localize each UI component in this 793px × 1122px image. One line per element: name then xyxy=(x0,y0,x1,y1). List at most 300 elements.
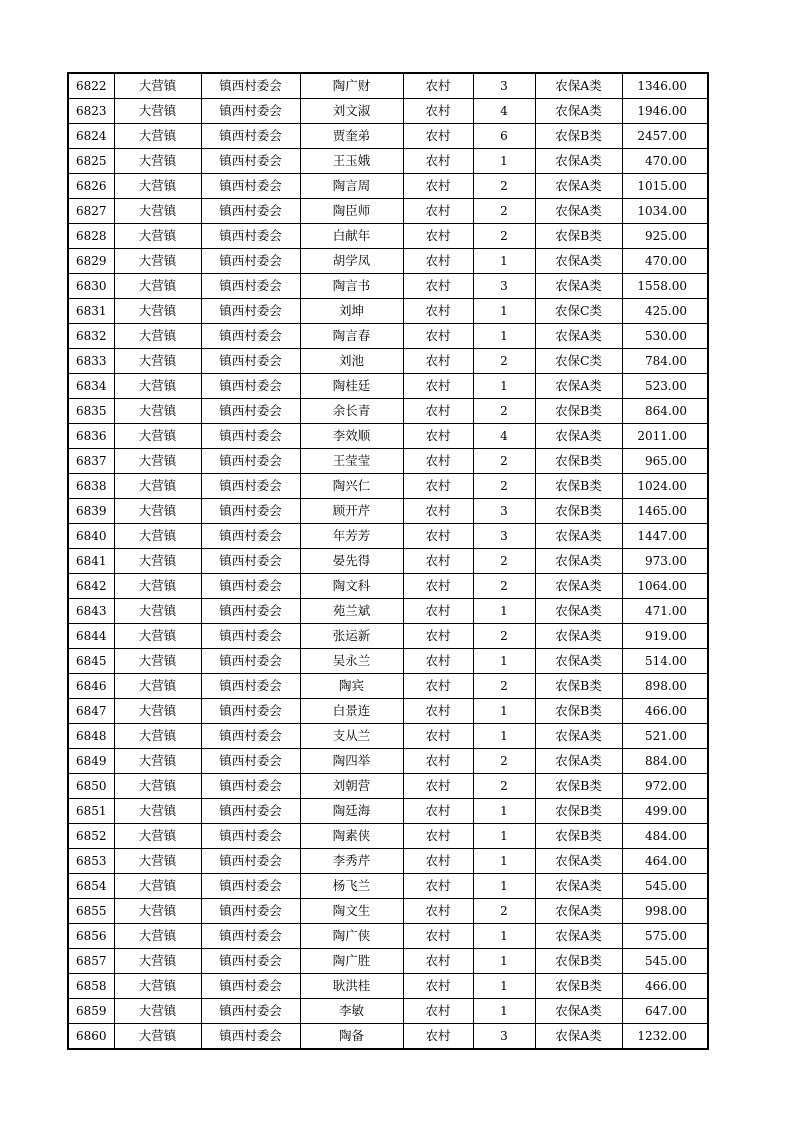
cell-name: 支从兰 xyxy=(300,724,403,749)
cell-name: 陶备 xyxy=(300,1024,403,1050)
cell-village: 镇西村委会 xyxy=(201,574,300,599)
cell-amount: 965.00 xyxy=(622,449,708,474)
cell-count: 1 xyxy=(473,799,535,824)
cell-name: 李效顺 xyxy=(300,424,403,449)
table-row xyxy=(68,799,708,824)
cell-area: 农村 xyxy=(403,99,473,124)
cell-count: 1 xyxy=(473,599,535,624)
cell-name: 陶宾 xyxy=(300,674,403,699)
cell-type: 农保C类 xyxy=(535,349,622,374)
cell-area: 农村 xyxy=(403,224,473,249)
cell-count: 2 xyxy=(473,449,535,474)
cell-village: 镇西村委会 xyxy=(201,449,300,474)
cell-amount: 1015.00 xyxy=(622,174,708,199)
cell-village: 镇西村委会 xyxy=(201,199,300,224)
cell-id: 6826 xyxy=(68,174,114,199)
table-row xyxy=(68,724,708,749)
cell-amount: 1558.00 xyxy=(622,274,708,299)
table-row xyxy=(68,749,708,774)
cell-name: 吴永兰 xyxy=(300,649,403,674)
table-row xyxy=(68,449,708,474)
cell-name: 刘朝营 xyxy=(300,774,403,799)
cell-area: 农村 xyxy=(403,924,473,949)
cell-area: 农村 xyxy=(403,374,473,399)
cell-id: 6829 xyxy=(68,249,114,274)
table-row xyxy=(68,199,708,224)
cell-name: 陶广财 xyxy=(300,73,403,99)
table-row xyxy=(68,849,708,874)
cell-area: 农村 xyxy=(403,499,473,524)
cell-id: 6859 xyxy=(68,999,114,1024)
cell-area: 农村 xyxy=(403,324,473,349)
cell-name: 王玉娥 xyxy=(300,149,403,174)
cell-name: 白献年 xyxy=(300,224,403,249)
cell-type: 农保A类 xyxy=(535,374,622,399)
cell-town: 大营镇 xyxy=(114,399,201,424)
cell-type: 农保A类 xyxy=(535,649,622,674)
cell-town: 大营镇 xyxy=(114,949,201,974)
cell-count: 1 xyxy=(473,849,535,874)
cell-area: 农村 xyxy=(403,249,473,274)
cell-id: 6843 xyxy=(68,599,114,624)
cell-type: 农保B类 xyxy=(535,674,622,699)
cell-id: 6855 xyxy=(68,899,114,924)
cell-amount: 784.00 xyxy=(622,349,708,374)
cell-area: 农村 xyxy=(403,124,473,149)
cell-name: 陶文生 xyxy=(300,899,403,924)
cell-count: 1 xyxy=(473,324,535,349)
cell-town: 大营镇 xyxy=(114,874,201,899)
cell-amount: 919.00 xyxy=(622,624,708,649)
cell-type: 农保B类 xyxy=(535,499,622,524)
cell-type: 农保A类 xyxy=(535,924,622,949)
cell-village: 镇西村委会 xyxy=(201,924,300,949)
cell-id: 6845 xyxy=(68,649,114,674)
cell-type: 农保A类 xyxy=(535,73,622,99)
cell-id: 6858 xyxy=(68,974,114,999)
cell-amount: 514.00 xyxy=(622,649,708,674)
cell-town: 大营镇 xyxy=(114,999,201,1024)
cell-area: 农村 xyxy=(403,449,473,474)
cell-type: 农保B类 xyxy=(535,224,622,249)
cell-name: 陶言春 xyxy=(300,324,403,349)
cell-amount: 998.00 xyxy=(622,899,708,924)
cell-type: 农保A类 xyxy=(535,874,622,899)
cell-town: 大营镇 xyxy=(114,849,201,874)
cell-area: 农村 xyxy=(403,649,473,674)
cell-count: 2 xyxy=(473,174,535,199)
cell-area: 农村 xyxy=(403,674,473,699)
cell-town: 大营镇 xyxy=(114,299,201,324)
cell-id: 6838 xyxy=(68,474,114,499)
cell-name: 晏先得 xyxy=(300,549,403,574)
cell-area: 农村 xyxy=(403,699,473,724)
cell-town: 大营镇 xyxy=(114,1024,201,1050)
table-row xyxy=(68,299,708,324)
cell-name: 年芳芳 xyxy=(300,524,403,549)
cell-area: 农村 xyxy=(403,774,473,799)
cell-count: 2 xyxy=(473,549,535,574)
table-row xyxy=(68,599,708,624)
cell-area: 农村 xyxy=(403,999,473,1024)
cell-village: 镇西村委会 xyxy=(201,499,300,524)
cell-village: 镇西村委会 xyxy=(201,474,300,499)
cell-type: 农保A类 xyxy=(535,724,622,749)
cell-name: 苑兰斌 xyxy=(300,599,403,624)
cell-village: 镇西村委会 xyxy=(201,799,300,824)
cell-town: 大营镇 xyxy=(114,624,201,649)
table-row xyxy=(68,224,708,249)
cell-id: 6839 xyxy=(68,499,114,524)
cell-amount: 2011.00 xyxy=(622,424,708,449)
cell-name: 陶文科 xyxy=(300,574,403,599)
cell-town: 大营镇 xyxy=(114,199,201,224)
cell-area: 农村 xyxy=(403,599,473,624)
cell-village: 镇西村委会 xyxy=(201,224,300,249)
cell-amount: 1034.00 xyxy=(622,199,708,224)
cell-count: 1 xyxy=(473,724,535,749)
cell-name: 顾开芹 xyxy=(300,499,403,524)
cell-village: 镇西村委会 xyxy=(201,699,300,724)
cell-count: 3 xyxy=(473,274,535,299)
table-row xyxy=(68,674,708,699)
cell-type: 农保C类 xyxy=(535,299,622,324)
cell-area: 农村 xyxy=(403,474,473,499)
cell-type: 农保A类 xyxy=(535,249,622,274)
table-row xyxy=(68,874,708,899)
cell-count: 3 xyxy=(473,524,535,549)
cell-amount: 1946.00 xyxy=(622,99,708,124)
cell-area: 农村 xyxy=(403,199,473,224)
table-row xyxy=(68,399,708,424)
cell-village: 镇西村委会 xyxy=(201,349,300,374)
cell-id: 6831 xyxy=(68,299,114,324)
cell-amount: 925.00 xyxy=(622,224,708,249)
cell-village: 镇西村委会 xyxy=(201,149,300,174)
cell-area: 农村 xyxy=(403,799,473,824)
cell-id: 6837 xyxy=(68,449,114,474)
table-row xyxy=(68,549,708,574)
cell-count: 2 xyxy=(473,474,535,499)
cell-name: 胡学凤 xyxy=(300,249,403,274)
table-row xyxy=(68,349,708,374)
cell-type: 农保B类 xyxy=(535,774,622,799)
cell-count: 2 xyxy=(473,749,535,774)
table-row xyxy=(68,899,708,924)
cell-id: 6830 xyxy=(68,274,114,299)
cell-area: 农村 xyxy=(403,624,473,649)
cell-name: 李敏 xyxy=(300,999,403,1024)
table-row xyxy=(68,324,708,349)
cell-amount: 464.00 xyxy=(622,849,708,874)
cell-village: 镇西村委会 xyxy=(201,824,300,849)
table-row xyxy=(68,1024,708,1050)
cell-id: 6853 xyxy=(68,849,114,874)
cell-name: 陶廷海 xyxy=(300,799,403,824)
cell-id: 6850 xyxy=(68,774,114,799)
cell-town: 大营镇 xyxy=(114,424,201,449)
cell-name: 刘文淑 xyxy=(300,99,403,124)
cell-count: 4 xyxy=(473,99,535,124)
cell-count: 2 xyxy=(473,349,535,374)
cell-town: 大营镇 xyxy=(114,374,201,399)
cell-amount: 1465.00 xyxy=(622,499,708,524)
cell-type: 农保B类 xyxy=(535,974,622,999)
cell-count: 2 xyxy=(473,224,535,249)
cell-id: 6840 xyxy=(68,524,114,549)
cell-town: 大营镇 xyxy=(114,799,201,824)
cell-id: 6857 xyxy=(68,949,114,974)
cell-town: 大营镇 xyxy=(114,724,201,749)
table-row xyxy=(68,999,708,1024)
table-row xyxy=(68,274,708,299)
cell-type: 农保B类 xyxy=(535,799,622,824)
cell-amount: 466.00 xyxy=(622,974,708,999)
cell-town: 大营镇 xyxy=(114,574,201,599)
cell-type: 农保A类 xyxy=(535,149,622,174)
cell-id: 6822 xyxy=(68,73,114,99)
cell-type: 农保A类 xyxy=(535,99,622,124)
cell-amount: 884.00 xyxy=(622,749,708,774)
cell-type: 农保A类 xyxy=(535,199,622,224)
cell-town: 大营镇 xyxy=(114,474,201,499)
cell-name: 耿洪桂 xyxy=(300,974,403,999)
cell-town: 大营镇 xyxy=(114,499,201,524)
cell-town: 大营镇 xyxy=(114,674,201,699)
cell-id: 6832 xyxy=(68,324,114,349)
cell-name: 陶素侠 xyxy=(300,824,403,849)
cell-count: 1 xyxy=(473,149,535,174)
cell-type: 农保A类 xyxy=(535,999,622,1024)
cell-area: 农村 xyxy=(403,724,473,749)
cell-count: 3 xyxy=(473,499,535,524)
cell-count: 2 xyxy=(473,624,535,649)
cell-id: 6844 xyxy=(68,624,114,649)
cell-amount: 1232.00 xyxy=(622,1024,708,1050)
cell-count: 1 xyxy=(473,924,535,949)
cell-name: 陶臣师 xyxy=(300,199,403,224)
cell-count: 4 xyxy=(473,424,535,449)
cell-town: 大营镇 xyxy=(114,974,201,999)
cell-village: 镇西村委会 xyxy=(201,849,300,874)
cell-type: 农保A类 xyxy=(535,524,622,549)
table-row xyxy=(68,774,708,799)
table-row xyxy=(68,924,708,949)
cell-amount: 521.00 xyxy=(622,724,708,749)
cell-id: 6834 xyxy=(68,374,114,399)
cell-town: 大营镇 xyxy=(114,249,201,274)
cell-name: 贾奎弟 xyxy=(300,124,403,149)
cell-count: 1 xyxy=(473,999,535,1024)
cell-amount: 973.00 xyxy=(622,549,708,574)
cell-village: 镇西村委会 xyxy=(201,124,300,149)
cell-type: 农保B类 xyxy=(535,474,622,499)
table-row xyxy=(68,99,708,124)
table-row xyxy=(68,574,708,599)
cell-name: 陶兴仁 xyxy=(300,474,403,499)
cell-area: 农村 xyxy=(403,1024,473,1050)
cell-village: 镇西村委会 xyxy=(201,1024,300,1050)
cell-village: 镇西村委会 xyxy=(201,374,300,399)
cell-area: 农村 xyxy=(403,749,473,774)
cell-village: 镇西村委会 xyxy=(201,749,300,774)
cell-id: 6824 xyxy=(68,124,114,149)
cell-amount: 972.00 xyxy=(622,774,708,799)
cell-id: 6827 xyxy=(68,199,114,224)
cell-area: 农村 xyxy=(403,874,473,899)
cell-amount: 523.00 xyxy=(622,374,708,399)
cell-id: 6835 xyxy=(68,399,114,424)
cell-amount: 545.00 xyxy=(622,949,708,974)
cell-town: 大营镇 xyxy=(114,524,201,549)
cell-id: 6856 xyxy=(68,924,114,949)
cell-name: 陶言周 xyxy=(300,174,403,199)
cell-name: 陶四举 xyxy=(300,749,403,774)
table-row xyxy=(68,249,708,274)
cell-village: 镇西村委会 xyxy=(201,524,300,549)
cell-village: 镇西村委会 xyxy=(201,874,300,899)
cell-amount: 864.00 xyxy=(622,399,708,424)
cell-area: 农村 xyxy=(403,524,473,549)
cell-town: 大营镇 xyxy=(114,824,201,849)
cell-id: 6836 xyxy=(68,424,114,449)
cell-count: 1 xyxy=(473,874,535,899)
cell-count: 2 xyxy=(473,399,535,424)
cell-amount: 1024.00 xyxy=(622,474,708,499)
table-row xyxy=(68,374,708,399)
cell-area: 农村 xyxy=(403,274,473,299)
cell-type: 农保A类 xyxy=(535,574,622,599)
cell-village: 镇西村委会 xyxy=(201,624,300,649)
cell-amount: 466.00 xyxy=(622,699,708,724)
cell-area: 农村 xyxy=(403,174,473,199)
cell-count: 1 xyxy=(473,374,535,399)
cell-area: 农村 xyxy=(403,899,473,924)
cell-town: 大营镇 xyxy=(114,274,201,299)
cell-village: 镇西村委会 xyxy=(201,949,300,974)
cell-village: 镇西村委会 xyxy=(201,774,300,799)
cell-town: 大营镇 xyxy=(114,224,201,249)
cell-town: 大营镇 xyxy=(114,899,201,924)
cell-area: 农村 xyxy=(403,299,473,324)
cell-town: 大营镇 xyxy=(114,449,201,474)
cell-type: 农保B类 xyxy=(535,699,622,724)
cell-count: 2 xyxy=(473,574,535,599)
cell-type: 农保A类 xyxy=(535,899,622,924)
table-row xyxy=(68,73,708,99)
cell-id: 6849 xyxy=(68,749,114,774)
cell-count: 2 xyxy=(473,674,535,699)
cell-village: 镇西村委会 xyxy=(201,424,300,449)
cell-amount: 575.00 xyxy=(622,924,708,949)
cell-town: 大营镇 xyxy=(114,124,201,149)
cell-village: 镇西村委会 xyxy=(201,299,300,324)
cell-type: 农保A类 xyxy=(535,849,622,874)
cell-name: 杨飞兰 xyxy=(300,874,403,899)
cell-village: 镇西村委会 xyxy=(201,399,300,424)
cell-id: 6833 xyxy=(68,349,114,374)
table-row xyxy=(68,699,708,724)
cell-amount: 898.00 xyxy=(622,674,708,699)
cell-id: 6825 xyxy=(68,149,114,174)
cell-town: 大营镇 xyxy=(114,174,201,199)
cell-amount: 470.00 xyxy=(622,149,708,174)
cell-amount: 1447.00 xyxy=(622,524,708,549)
cell-village: 镇西村委会 xyxy=(201,899,300,924)
table-row xyxy=(68,149,708,174)
cell-type: 农保A类 xyxy=(535,1024,622,1050)
cell-type: 农保B类 xyxy=(535,949,622,974)
cell-type: 农保A类 xyxy=(535,749,622,774)
cell-area: 农村 xyxy=(403,73,473,99)
cell-area: 农村 xyxy=(403,399,473,424)
cell-id: 6841 xyxy=(68,549,114,574)
cell-count: 2 xyxy=(473,899,535,924)
cell-count: 3 xyxy=(473,73,535,99)
cell-town: 大营镇 xyxy=(114,924,201,949)
cell-type: 农保B类 xyxy=(535,399,622,424)
cell-amount: 647.00 xyxy=(622,999,708,1024)
cell-name: 白景连 xyxy=(300,699,403,724)
cell-type: 农保A类 xyxy=(535,274,622,299)
cell-amount: 545.00 xyxy=(622,874,708,899)
cell-area: 农村 xyxy=(403,424,473,449)
cell-amount: 470.00 xyxy=(622,249,708,274)
cell-town: 大营镇 xyxy=(114,73,201,99)
cell-name: 陶广胜 xyxy=(300,949,403,974)
cell-id: 6854 xyxy=(68,874,114,899)
cell-town: 大营镇 xyxy=(114,699,201,724)
cell-village: 镇西村委会 xyxy=(201,274,300,299)
cell-area: 农村 xyxy=(403,824,473,849)
cell-count: 1 xyxy=(473,974,535,999)
cell-village: 镇西村委会 xyxy=(201,724,300,749)
cell-town: 大营镇 xyxy=(114,99,201,124)
table-row xyxy=(68,424,708,449)
cell-count: 1 xyxy=(473,249,535,274)
cell-town: 大营镇 xyxy=(114,774,201,799)
table-row xyxy=(68,499,708,524)
cell-count: 1 xyxy=(473,299,535,324)
cell-town: 大营镇 xyxy=(114,149,201,174)
cell-area: 农村 xyxy=(403,149,473,174)
cell-town: 大营镇 xyxy=(114,749,201,774)
cell-type: 农保A类 xyxy=(535,174,622,199)
cell-town: 大营镇 xyxy=(114,649,201,674)
cell-amount: 484.00 xyxy=(622,824,708,849)
cell-village: 镇西村委会 xyxy=(201,999,300,1024)
cell-id: 6851 xyxy=(68,799,114,824)
roster-table xyxy=(67,72,709,1050)
cell-amount: 499.00 xyxy=(622,799,708,824)
cell-village: 镇西村委会 xyxy=(201,249,300,274)
cell-count: 2 xyxy=(473,774,535,799)
cell-village: 镇西村委会 xyxy=(201,599,300,624)
cell-area: 农村 xyxy=(403,974,473,999)
table-row xyxy=(68,474,708,499)
cell-count: 1 xyxy=(473,949,535,974)
cell-amount: 1346.00 xyxy=(622,73,708,99)
table-row xyxy=(68,949,708,974)
cell-type: 农保A类 xyxy=(535,324,622,349)
cell-type: 农保A类 xyxy=(535,424,622,449)
table-row xyxy=(68,174,708,199)
cell-town: 大营镇 xyxy=(114,599,201,624)
cell-id: 6828 xyxy=(68,224,114,249)
cell-amount: 425.00 xyxy=(622,299,708,324)
table-row xyxy=(68,649,708,674)
cell-id: 6823 xyxy=(68,99,114,124)
